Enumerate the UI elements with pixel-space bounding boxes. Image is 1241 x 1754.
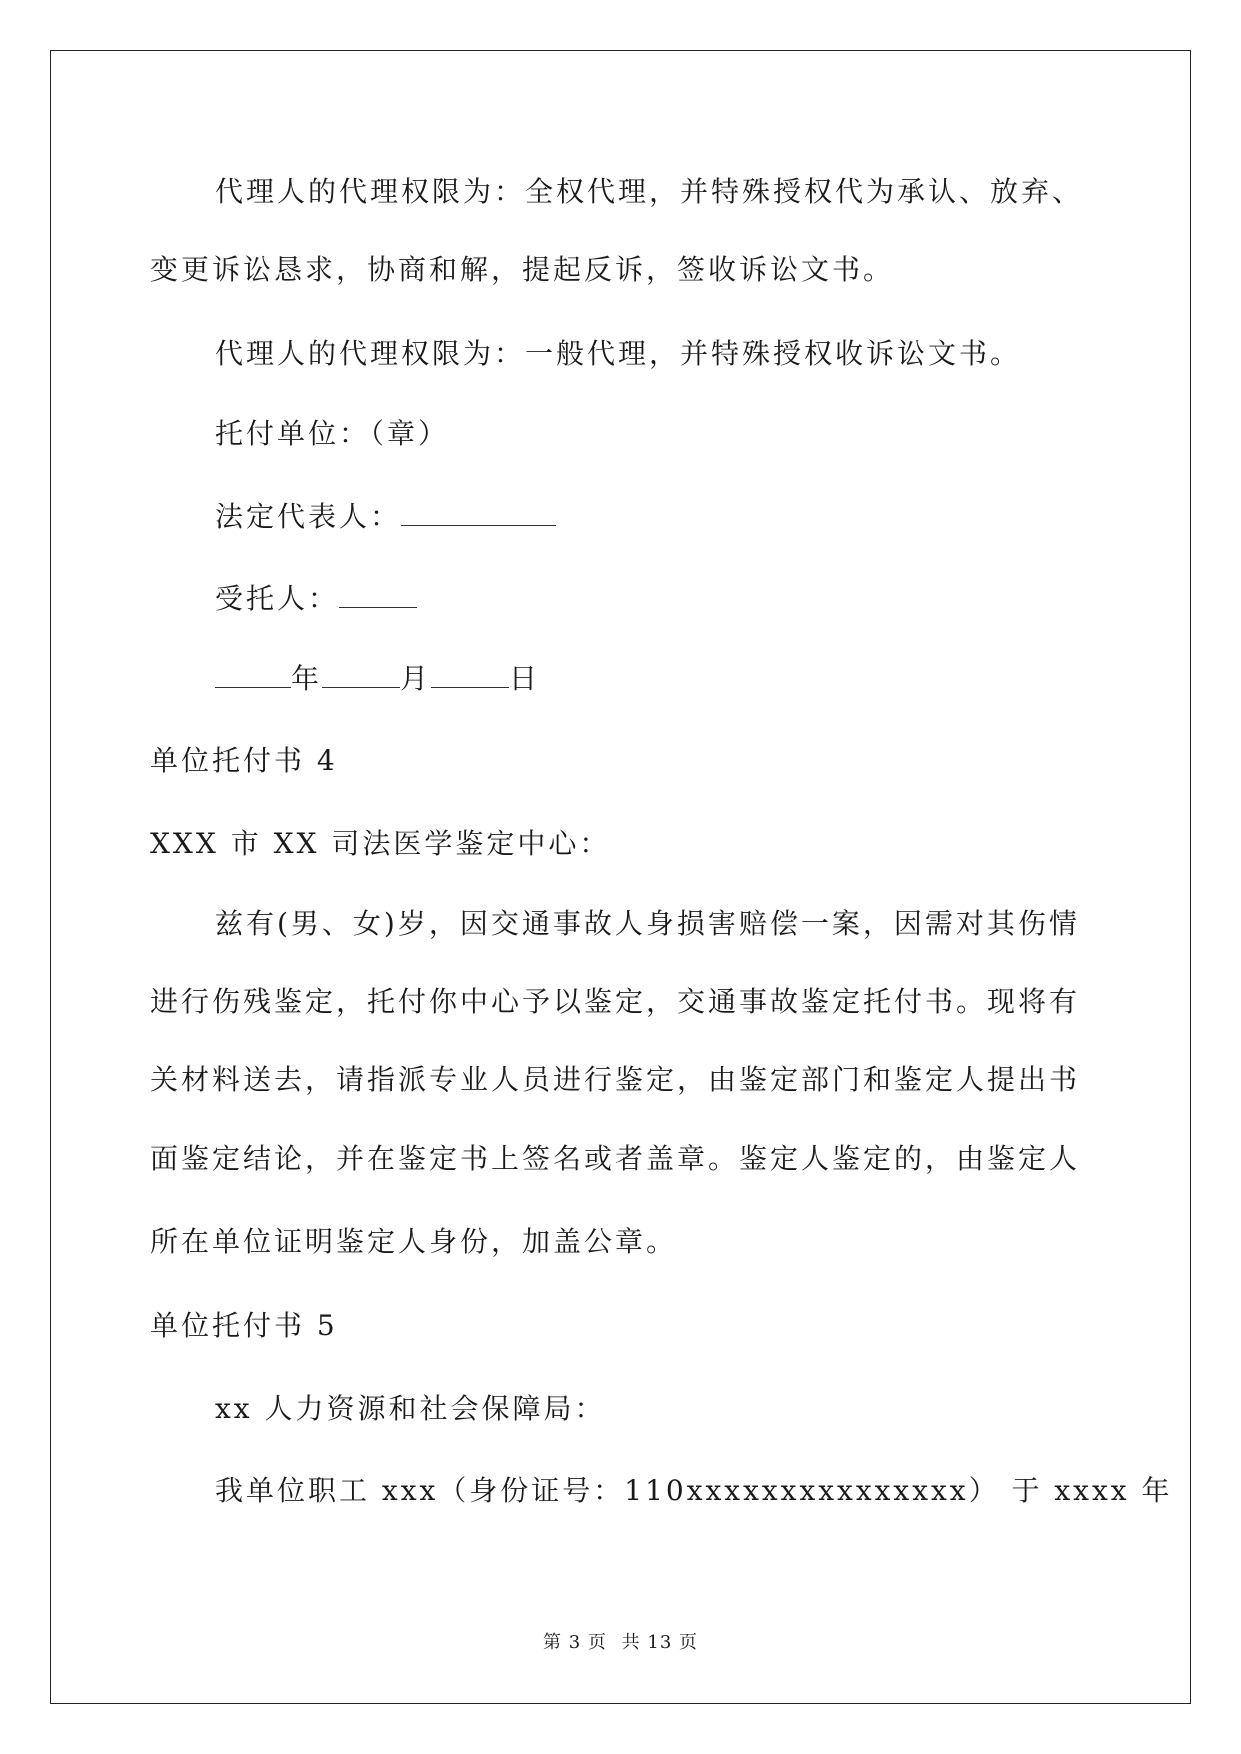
addressee-4: XXX 市 XX 司法医学鉴定中心： [150, 827, 611, 860]
body-4-line-1: 兹有(男、女)岁，因交通事故人身损害赔偿一案，因需对其伤情 [215, 907, 1080, 940]
page-number: 第 3 页 [543, 1632, 607, 1653]
year-blank [215, 683, 291, 688]
page-footer [0, 1628, 1241, 1654]
month-label: 月 [400, 662, 432, 695]
paragraph-full-authority-1: 代理人的代理权限为：全权代理，并特殊授权代为承认、放弃、 [215, 175, 1084, 208]
trustee-row [215, 582, 417, 615]
body-4-line-3: 关材料送去，请指派专业人员进行鉴定，由鉴定部门和鉴定人提出书 [150, 1063, 1081, 1096]
section-heading-5: 单位托付书 5 [150, 1309, 338, 1342]
legal-representative-label: 法定代表人： [215, 500, 402, 533]
month-blank [322, 683, 400, 688]
date-row [215, 662, 541, 695]
paragraph-general-authority: 代理人的代理权限为：一般代理，并特殊授权收诉讼文书。 [215, 337, 1022, 370]
body-4-line-2: 进行伤残鉴定，托付你中心予以鉴定，交通事故鉴定托付书。现将有 [150, 985, 1081, 1018]
trustee-label: 受托人： [215, 582, 340, 615]
body-5-line-1: 我单位职工 xxx（身份证号：110xxxxxxxxxxxxxxx） 于 xxxx 年 [215, 1474, 1173, 1507]
day-label: 日 [509, 662, 541, 695]
body-4-line-5: 所在单位证明鉴定人身份，加盖公章。 [150, 1225, 678, 1258]
page-border [50, 50, 1191, 1704]
trustee-blank [339, 603, 417, 608]
section-heading-4: 单位托付书 4 [150, 744, 338, 777]
year-label: 年 [291, 662, 323, 695]
legal-representative-blank [401, 521, 556, 526]
page-total: 共 13 页 [621, 1632, 698, 1653]
entrusting-unit-label: 托付单位：（章） [215, 417, 450, 450]
body-4-line-4: 面鉴定结论，并在鉴定书上签名或者盖章。鉴定人鉴定的，由鉴定人 [150, 1142, 1081, 1175]
paragraph-full-authority-2: 变更诉讼恳求，协商和解，提起反诉，签收诉讼文书。 [150, 253, 895, 286]
day-blank [431, 683, 509, 688]
legal-representative-row [215, 500, 556, 533]
addressee-5: xx 人力资源和社会保障局： [215, 1392, 606, 1425]
